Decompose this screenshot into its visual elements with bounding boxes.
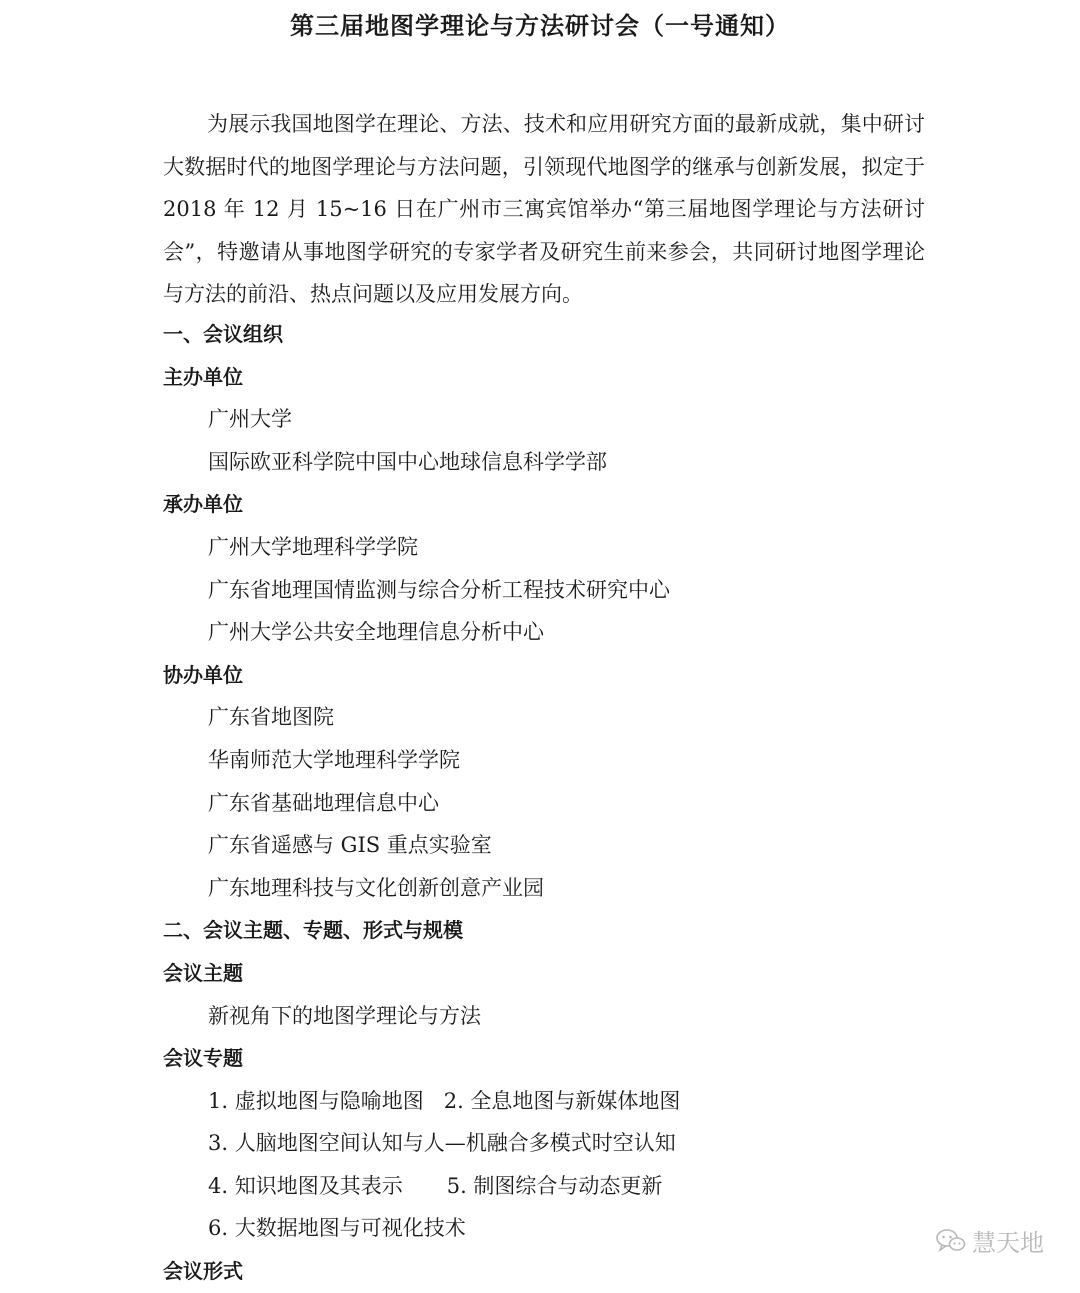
theme-text: 新视角下的地图学理论与方法 — [208, 1003, 481, 1028]
list-item: 广东省基础地理信息中心 — [208, 790, 439, 815]
section-heading: 一、会议组织 — [163, 322, 283, 346]
subsection-heading: 协办单位 — [163, 662, 243, 687]
topic-item: 3. 人脑地图空间认知与人—机融合多模式时空认知 — [208, 1131, 676, 1156]
section-heading: 二、会议主题、专题、形式与规模 — [163, 918, 463, 943]
subsection-heading: 承办单位 — [163, 492, 243, 517]
topic-row — [163, 1165, 943, 1208]
list-item: 广东省地图院 — [208, 705, 334, 730]
list-item: 广东省地理国情监测与综合分析工程技术研究中心 — [208, 577, 670, 602]
topic-row — [163, 1080, 943, 1123]
topic-item: 6. 大数据地图与可视化技术 — [208, 1216, 466, 1241]
intro-paragraph: 为展示我国地图学在理论、方法、技术和应用研究方面的最新成就，集中研讨大数据时代的地图学理论与方法问题，引领现代地图学的继承与创新发展，拟定于 2018 年 12 月 15~16 日在广州市三寓宾馆举办“第三届地图学理论与方法研讨会”，特邀请从事地图学研究的专家学者及研究生前来参会，共同研讨地图学理论与方法的前沿、热点问题以及应用发展方向。 — [163, 112, 925, 306]
page-title: 第三届地图学理论与方法研讨会（一号通知） — [290, 12, 790, 40]
subsection-heading: 主办单位 — [163, 364, 243, 389]
watermark — [936, 1223, 1044, 1258]
topic-item: 1. 虚拟地图与隐喻地图 — [208, 1088, 424, 1113]
section-organization — [163, 313, 943, 1293]
wechat-icon — [936, 1228, 966, 1254]
list-item: 广州大学公共安全地理信息分析中心 — [208, 620, 544, 645]
topic-item: 4. 知识地图及其表示 — [208, 1173, 403, 1198]
list-item: 华南师范大学地理科学学院 — [208, 747, 460, 772]
list-item: 广东省遥感与 GIS 重点实验室 — [208, 833, 492, 858]
list-item: 广东地理科技与文化创新创意产业园 — [208, 875, 544, 900]
topic-item: 2. 全息地图与新媒体地图 — [443, 1088, 681, 1113]
subsection-heading: 会议形式 — [163, 1259, 243, 1284]
list-item: 国际欧亚科学院中国中心地球信息科学学部 — [208, 449, 607, 474]
watermark-text: 慧天地 — [972, 1229, 1044, 1257]
list-item: 广州大学 — [208, 407, 292, 432]
subsection-heading: 会议主题 — [163, 960, 243, 985]
list-item: 广州大学地理科学学院 — [208, 534, 418, 559]
topic-item: 5. 制图综合与动态更新 — [446, 1173, 663, 1198]
subsection-heading: 会议专题 — [163, 1046, 243, 1071]
